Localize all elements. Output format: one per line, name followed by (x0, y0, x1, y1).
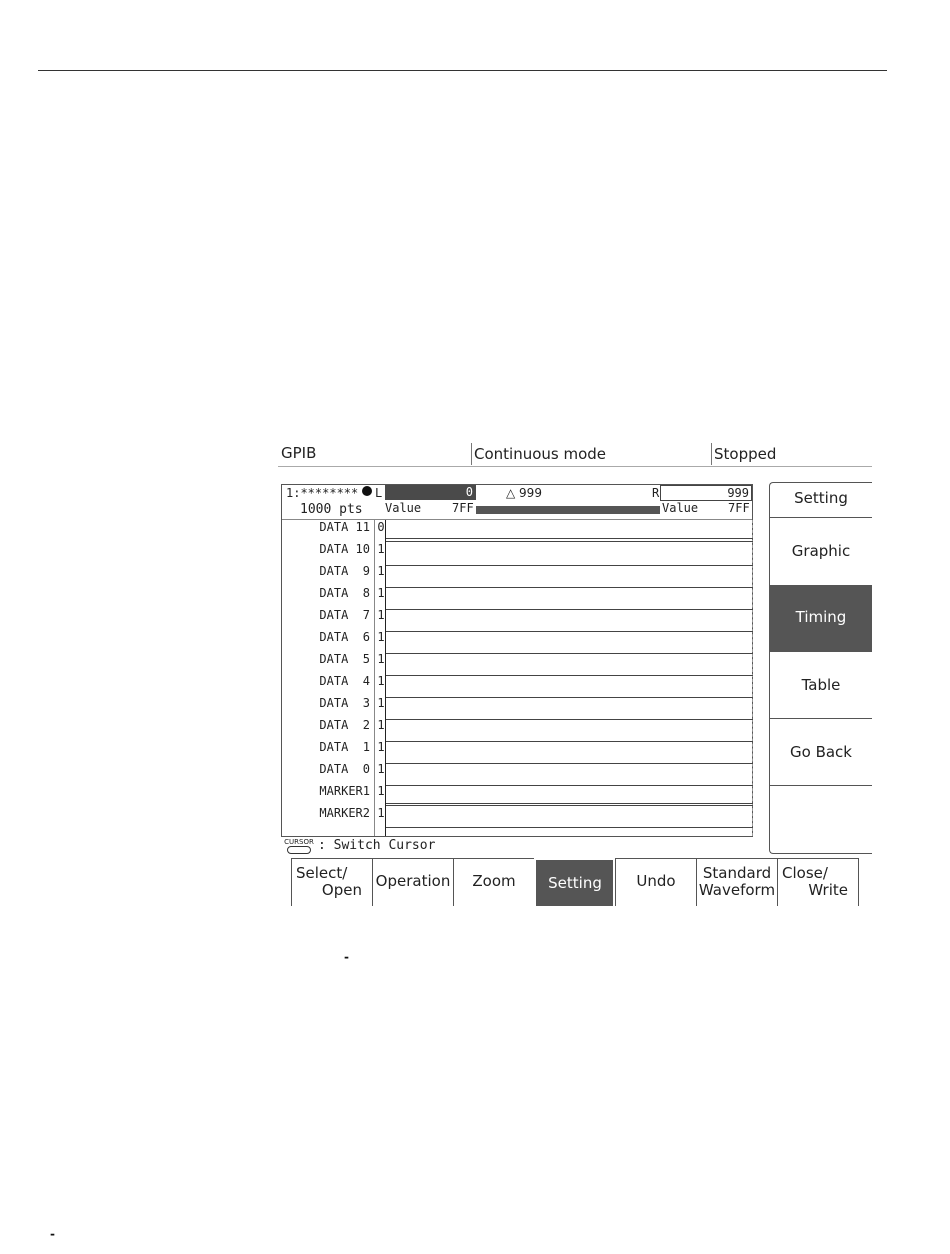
channel-name: DATA 6 (319, 630, 370, 644)
channel-name: DATA 7 (319, 608, 370, 622)
run-status: Stopped (711, 443, 776, 465)
channel-value: 1 (377, 542, 385, 556)
cursor-range-bar (476, 506, 660, 514)
right-cursor-value: 999 (727, 486, 749, 500)
menu-standard-button[interactable] (696, 858, 777, 906)
channel-name: DATA 4 (319, 674, 370, 688)
menu-undo-button[interactable] (615, 858, 696, 906)
left-value: 7FF (452, 501, 474, 515)
menu-label-line2: Waveform (698, 881, 776, 899)
waveform-trace-line (386, 609, 753, 610)
waveform-trace-line (386, 785, 753, 786)
channel-name: DATA 1 (319, 740, 370, 754)
channel-name: DATA 9 (319, 564, 370, 578)
waveform-trace-line (386, 565, 753, 566)
channel-name: DATA 0 (319, 762, 370, 776)
channel-value: 1 (377, 784, 385, 798)
waveform-trace-line (386, 631, 753, 632)
waveform-trace-line (386, 827, 753, 828)
waveform-trace-line (386, 763, 753, 764)
right-cursor-marker: R (652, 486, 660, 500)
cursor-key-icon: CURSOR (284, 838, 314, 854)
channel-name: DATA 5 (319, 652, 370, 666)
menu-label-line1: Standard (702, 864, 772, 882)
waveform-trace-line (386, 541, 753, 542)
left-cursor-marker: L (375, 486, 383, 500)
menu-label-line1: Operation (375, 872, 451, 890)
side-menu-timing[interactable]: Timing (770, 585, 872, 652)
channel-name: DATA 10 (319, 542, 370, 556)
channel-value: 1 (377, 586, 385, 600)
channel-value: 1 (377, 674, 385, 688)
timing-display-panel (281, 484, 753, 837)
menu-label-line2: Open (321, 881, 362, 899)
side-menu-title: Setting (794, 489, 848, 507)
channel-name: DATA 8 (319, 586, 370, 600)
channel-name: DATA 11 (319, 520, 370, 534)
page-mark: - (50, 1227, 55, 1241)
waveform-trace-line (386, 587, 753, 588)
menu-select-button[interactable] (291, 858, 372, 906)
mode-status: Continuous mode (471, 443, 606, 465)
delta-readout: △ 999 (506, 486, 542, 500)
right-value-label: Value (662, 501, 699, 515)
waveform-label: 1:******** (286, 486, 359, 500)
menu-label-line1: Setting (548, 874, 602, 892)
menu-label-line1: Close/ (782, 864, 828, 882)
waveform-trace-line (386, 538, 753, 539)
left-value-label: Value (385, 501, 422, 515)
channel-value: 1 (377, 762, 385, 776)
page-mark: - (344, 950, 349, 964)
menu-zoom-button[interactable] (453, 858, 534, 906)
waveform-dot-icon (362, 486, 372, 496)
value-column-divider (374, 520, 375, 836)
waveform-trace-line (386, 697, 753, 698)
status-bar (278, 441, 872, 467)
channel-value: 1 (377, 630, 385, 644)
menu-operation-button[interactable] (372, 858, 453, 906)
waveform-trace-line (386, 675, 753, 676)
side-menu-empty-slot[interactable] (770, 785, 872, 854)
channel-name: MARKER2 (319, 806, 370, 820)
right-cursor-field[interactable] (660, 485, 752, 501)
left-cursor-field[interactable] (385, 485, 476, 500)
menu-label-line2: Write (808, 881, 848, 899)
channel-value: 1 (377, 740, 385, 754)
right-value: 7FF (728, 501, 750, 515)
channel-name: MARKER1 (319, 784, 370, 798)
waveform-trace-line (386, 653, 753, 654)
channel-value: 1 (377, 806, 385, 820)
menu-setting-button[interactable] (536, 860, 613, 906)
menu-label-line1: Undo (636, 872, 676, 890)
waveform-trace-line (386, 803, 753, 804)
side-menu-graphic[interactable]: Graphic (770, 517, 872, 585)
page-top-rule (38, 70, 887, 71)
waveform-trace-line (386, 805, 753, 806)
channel-value: 1 (377, 696, 385, 710)
channel-value: 0 (377, 520, 385, 534)
cursor-hint-text: : Switch Cursor (318, 838, 436, 853)
waveform-trace-line (386, 741, 753, 742)
side-menu (769, 482, 872, 854)
channel-value: 1 (377, 608, 385, 622)
waveform-right-edge (752, 520, 753, 836)
channel-name: DATA 2 (319, 718, 370, 732)
menu-label-line1: Select/ (296, 864, 348, 882)
points-count: 1000 pts (300, 502, 363, 517)
menu-close-button[interactable] (777, 858, 859, 906)
channel-name: DATA 3 (319, 696, 370, 710)
side-menu-go-back[interactable]: Go Back (770, 718, 872, 786)
channel-value: 1 (377, 718, 385, 732)
side-menu-table[interactable]: Table (770, 651, 872, 719)
menu-label-line1: Zoom (472, 872, 516, 890)
channel-value: 1 (377, 564, 385, 578)
interface-status: GPIB (281, 444, 317, 462)
channel-value: 1 (377, 652, 385, 666)
waveform-trace-line (386, 719, 753, 720)
left-cursor-value: 0 (465, 485, 473, 499)
